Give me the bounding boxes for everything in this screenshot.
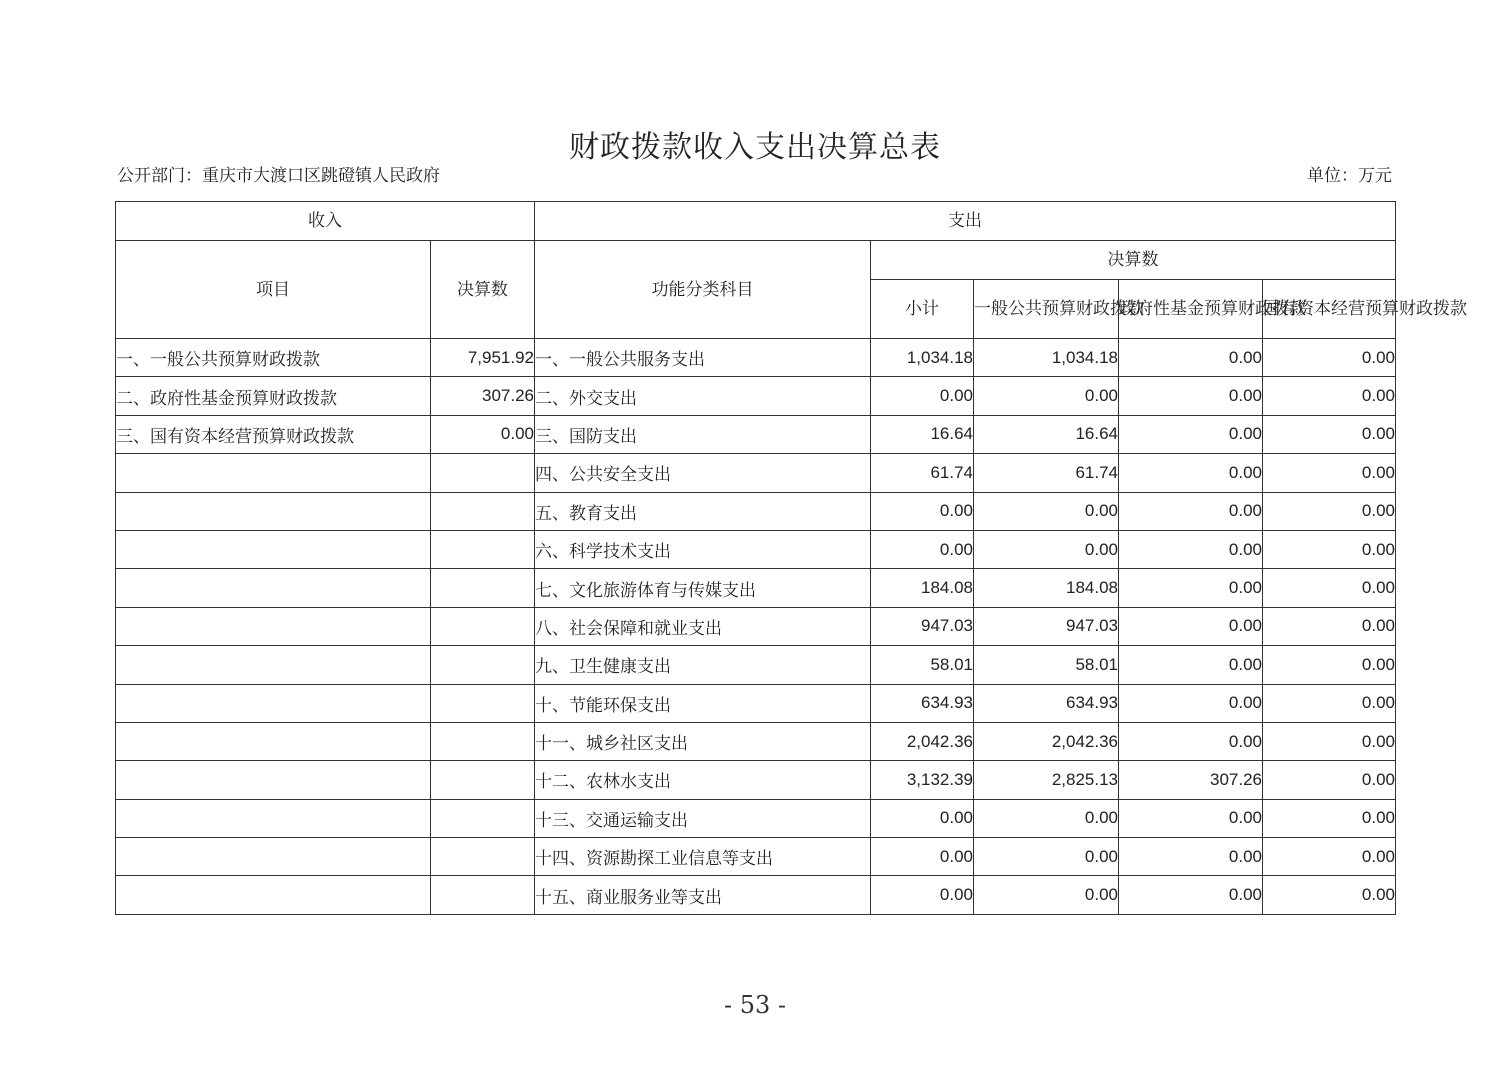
table-row — [116, 492, 1396, 530]
state-capital-header: 国有资本经营预算财政拨款 — [1263, 280, 1396, 339]
subtotal-cell: 61.74 — [871, 454, 974, 492]
state-capital-cell: 0.00 — [1263, 646, 1396, 684]
gov-fund-cell: 0.00 — [1119, 569, 1263, 607]
table-row — [116, 569, 1396, 607]
unit-label: 单位：万元 — [1307, 166, 1392, 186]
income-item-cell — [116, 684, 431, 722]
subtotal-cell: 58.01 — [871, 646, 974, 684]
table-row — [116, 876, 1396, 914]
general-budget-cell: 0.00 — [974, 492, 1119, 530]
general-budget-cell: 2,825.13 — [974, 761, 1119, 799]
category-cell: 十二、农林水支出 — [535, 761, 871, 799]
gov-fund-cell: 0.00 — [1119, 607, 1263, 645]
income-amount-cell: 7,951.92 — [431, 339, 535, 377]
income-item-cell — [116, 799, 431, 837]
income-amount-cell — [431, 607, 535, 645]
general-budget-cell: 61.74 — [974, 454, 1119, 492]
income-item-cell — [116, 530, 431, 568]
category-cell: 六、科学技术支出 — [535, 530, 871, 568]
general-budget-cell: 947.03 — [974, 607, 1119, 645]
subtotal-cell: 16.64 — [871, 415, 974, 453]
category-cell: 十、节能环保支出 — [535, 684, 871, 722]
subtotal-cell: 2,042.36 — [871, 722, 974, 760]
state-capital-cell: 0.00 — [1263, 799, 1396, 837]
table-row — [116, 339, 1396, 377]
gov-fund-cell: 0.00 — [1119, 799, 1263, 837]
gov-fund-cell: 0.00 — [1119, 876, 1263, 914]
state-capital-cell: 0.00 — [1263, 454, 1396, 492]
state-capital-cell: 0.00 — [1263, 569, 1396, 607]
item-header: 项目 — [116, 241, 431, 339]
general-budget-cell: 2,042.36 — [974, 722, 1119, 760]
income-amount-cell — [431, 722, 535, 760]
general-budget-cell: 0.00 — [974, 377, 1119, 415]
gov-fund-cell: 307.26 — [1119, 761, 1263, 799]
gov-fund-cell: 0.00 — [1119, 415, 1263, 453]
income-amount-cell — [431, 761, 535, 799]
general-budget-cell: 0.00 — [974, 530, 1119, 568]
income-item-cell: 二、政府性基金预算财政拨款 — [116, 377, 431, 415]
income-amount-header: 决算数 — [431, 241, 535, 339]
subtotal-cell: 3,132.39 — [871, 761, 974, 799]
subtotal-cell: 947.03 — [871, 607, 974, 645]
general-budget-header: 一般公共预算财政拨款 — [974, 280, 1119, 339]
income-amount-cell: 307.26 — [431, 377, 535, 415]
state-capital-cell: 0.00 — [1263, 722, 1396, 760]
income-amount-cell — [431, 799, 535, 837]
category-cell: 三、国防支出 — [535, 415, 871, 453]
gov-fund-cell: 0.00 — [1119, 454, 1263, 492]
general-budget-cell: 634.93 — [974, 684, 1119, 722]
subtotal-cell: 0.00 — [871, 492, 974, 530]
general-budget-cell: 1,034.18 — [974, 339, 1119, 377]
income-item-cell — [116, 761, 431, 799]
subtotal-header: 小计 — [871, 280, 974, 339]
category-cell: 十一、城乡社区支出 — [535, 722, 871, 760]
general-budget-cell: 0.00 — [974, 838, 1119, 876]
category-cell: 七、文化旅游体育与传媒支出 — [535, 569, 871, 607]
category-cell: 一、一般公共服务支出 — [535, 339, 871, 377]
subtotal-cell: 0.00 — [871, 377, 974, 415]
subtotal-cell: 0.00 — [871, 799, 974, 837]
general-budget-cell: 0.00 — [974, 799, 1119, 837]
general-budget-cell: 16.64 — [974, 415, 1119, 453]
income-amount-cell — [431, 684, 535, 722]
category-cell: 十五、商业服务业等支出 — [535, 876, 871, 914]
income-header: 收入 — [116, 202, 535, 241]
state-capital-cell: 0.00 — [1263, 339, 1396, 377]
gov-fund-cell: 0.00 — [1119, 838, 1263, 876]
table-row — [116, 607, 1396, 645]
income-item-cell — [116, 876, 431, 914]
income-item-cell — [116, 454, 431, 492]
state-capital-cell: 0.00 — [1263, 607, 1396, 645]
gov-fund-cell: 0.00 — [1119, 530, 1263, 568]
general-budget-cell: 184.08 — [974, 569, 1119, 607]
expenditure-header: 支出 — [535, 202, 1396, 241]
table-row — [116, 799, 1396, 837]
income-amount-cell — [431, 530, 535, 568]
category-cell: 十三、交通运输支出 — [535, 799, 871, 837]
income-amount-cell — [431, 646, 535, 684]
table-row — [116, 761, 1396, 799]
state-capital-cell: 0.00 — [1263, 876, 1396, 914]
income-amount-cell — [431, 454, 535, 492]
income-amount-cell — [431, 569, 535, 607]
gov-fund-cell: 0.00 — [1119, 492, 1263, 530]
gov-fund-cell: 0.00 — [1119, 646, 1263, 684]
final-amount-group-header: 决算数 — [871, 241, 1396, 280]
income-item-cell — [116, 722, 431, 760]
income-item-cell — [116, 607, 431, 645]
income-item-cell — [116, 569, 431, 607]
page-title: 财政拨款收入支出决算总表 — [569, 130, 941, 165]
table-row — [116, 646, 1396, 684]
state-capital-cell: 0.00 — [1263, 838, 1396, 876]
income-item-cell: 三、国有资本经营预算财政拨款 — [116, 415, 431, 453]
department-label: 公开部门：重庆市大渡口区跳磴镇人民政府 — [117, 166, 440, 186]
income-item-cell — [116, 838, 431, 876]
table-row — [116, 415, 1396, 453]
income-amount-cell — [431, 838, 535, 876]
subtotal-cell: 0.00 — [871, 530, 974, 568]
budget-table — [115, 201, 1467, 915]
table-row — [116, 530, 1396, 568]
category-cell: 九、卫生健康支出 — [535, 646, 871, 684]
category-cell: 二、外交支出 — [535, 377, 871, 415]
state-capital-cell: 0.00 — [1263, 684, 1396, 722]
category-cell: 十四、资源勘探工业信息等支出 — [535, 838, 871, 876]
gov-fund-header: 政府性基金预算财政拨款 — [1119, 280, 1263, 339]
subtotal-cell: 0.00 — [871, 876, 974, 914]
gov-fund-cell: 0.00 — [1119, 339, 1263, 377]
general-budget-cell: 58.01 — [974, 646, 1119, 684]
gov-fund-cell: 0.00 — [1119, 684, 1263, 722]
gov-fund-cell: 0.00 — [1119, 722, 1263, 760]
state-capital-cell: 0.00 — [1263, 415, 1396, 453]
income-item-cell: 一、一般公共预算财政拨款 — [116, 339, 431, 377]
subtotal-cell: 0.00 — [871, 838, 974, 876]
category-cell: 五、教育支出 — [535, 492, 871, 530]
table-row — [116, 454, 1396, 492]
table-row — [116, 722, 1396, 760]
table-row — [116, 684, 1396, 722]
state-capital-cell: 0.00 — [1263, 377, 1396, 415]
state-capital-cell: 0.00 — [1263, 530, 1396, 568]
income-amount-cell — [431, 876, 535, 914]
table-body — [116, 339, 1396, 915]
subtotal-cell: 184.08 — [871, 569, 974, 607]
income-item-cell — [116, 492, 431, 530]
state-capital-cell: 0.00 — [1263, 492, 1396, 530]
subtotal-cell: 634.93 — [871, 684, 974, 722]
gov-fund-cell: 0.00 — [1119, 377, 1263, 415]
table-row — [116, 838, 1396, 876]
category-cell: 八、社会保障和就业支出 — [535, 607, 871, 645]
function-category-header: 功能分类科目 — [535, 241, 871, 339]
table-row — [116, 377, 1396, 415]
state-capital-cell: 0.00 — [1263, 761, 1396, 799]
subtotal-cell: 1,034.18 — [871, 339, 974, 377]
income-item-cell — [116, 646, 431, 684]
income-amount-cell: 0.00 — [431, 415, 535, 453]
income-amount-cell — [431, 492, 535, 530]
page-number: - 53 - — [723, 991, 786, 1019]
general-budget-cell: 0.00 — [974, 876, 1119, 914]
category-cell: 四、公共安全支出 — [535, 454, 871, 492]
